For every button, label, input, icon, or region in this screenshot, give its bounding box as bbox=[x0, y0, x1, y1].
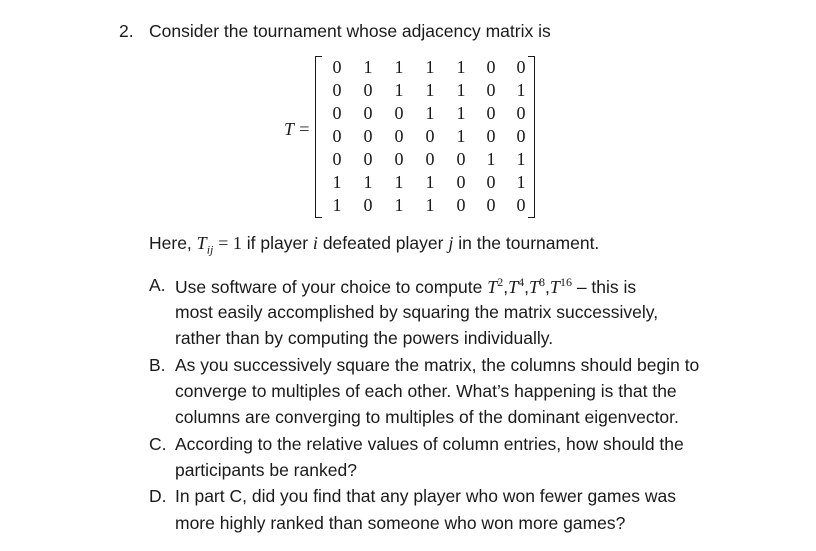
part-a-label: A. bbox=[149, 275, 166, 295]
matrix-cell: 0 bbox=[456, 195, 466, 215]
matrix-cell: 0 bbox=[363, 80, 373, 100]
part-b-label: B. bbox=[149, 355, 166, 375]
matrix-power bbox=[550, 277, 572, 297]
matrix-cell: 1 bbox=[516, 149, 526, 169]
definition-line bbox=[149, 233, 599, 258]
matrix-row bbox=[315, 148, 535, 171]
matrix-cell: 1 bbox=[394, 172, 404, 192]
definition-var-i: i bbox=[312, 233, 318, 253]
matrix-cell: 0 bbox=[394, 103, 404, 123]
part-c-label: C. bbox=[149, 434, 167, 454]
matrix-cell: 0 bbox=[456, 149, 466, 169]
matrix-cell: 0 bbox=[394, 149, 404, 169]
part-a-line-3: rather than by computing the powers individually. bbox=[175, 328, 554, 348]
part-d-line-1: In part C, did you find that any player who won fewer games was bbox=[175, 486, 676, 506]
definition-text-c: in the tournament. bbox=[458, 233, 600, 253]
matrix-row bbox=[315, 56, 535, 79]
matrix-cell: 1 bbox=[486, 149, 496, 169]
matrix-cell: 0 bbox=[425, 149, 435, 169]
matrix-cell: 0 bbox=[363, 195, 373, 215]
matrix-cell: 1 bbox=[425, 172, 435, 192]
matrix-label bbox=[284, 119, 310, 140]
part-a-line-2: most easily accomplished by squaring the matrix successively, bbox=[175, 302, 659, 322]
part-a-line-1-suffix: – this is bbox=[576, 276, 637, 297]
matrix-cell: 1 bbox=[394, 57, 404, 77]
matrix-cell: 1 bbox=[456, 57, 466, 77]
matrix-symbol: T = bbox=[284, 119, 311, 139]
matrix-cell: 0 bbox=[332, 149, 342, 169]
matrix-cell: 1 bbox=[456, 126, 466, 146]
part-c-line-1: According to the relative values of column entries, how should the bbox=[175, 434, 684, 454]
matrix-row bbox=[315, 102, 535, 125]
part-a-line-1-prefix: Use software of your choice to compute bbox=[175, 276, 483, 297]
matrix-cell: 1 bbox=[456, 103, 466, 123]
matrix-power-base: T bbox=[508, 276, 519, 297]
matrix-cell: 0 bbox=[363, 149, 373, 169]
definition-equals: = 1 bbox=[218, 233, 242, 253]
part-d-label: D. bbox=[149, 486, 167, 506]
matrix-row bbox=[315, 194, 535, 217]
matrix-cell: 0 bbox=[516, 57, 526, 77]
matrix-cell: 1 bbox=[332, 172, 342, 192]
power-separator: , bbox=[545, 276, 550, 297]
matrix-row bbox=[315, 79, 535, 102]
matrix-cell: 1 bbox=[516, 172, 526, 192]
matrix-cell: 1 bbox=[456, 80, 466, 100]
matrix-power-base: T bbox=[487, 276, 498, 297]
matrix-power-base: T bbox=[529, 276, 540, 297]
matrix-cell: 0 bbox=[332, 103, 342, 123]
definition-prefix: Here, bbox=[149, 233, 192, 253]
problem-statement: Consider the tournament whose adjacency matrix is bbox=[149, 21, 551, 41]
matrix-cell: 1 bbox=[425, 80, 435, 100]
matrix-cell: 1 bbox=[425, 57, 435, 77]
matrix-power-exponent: 8 bbox=[539, 275, 546, 289]
matrix-power-exponent: 4 bbox=[518, 275, 525, 289]
power-separator: , bbox=[503, 276, 509, 297]
matrix-cell: 0 bbox=[456, 172, 466, 192]
matrix-power-base: T bbox=[549, 276, 560, 297]
matrix-cell: 0 bbox=[486, 172, 496, 192]
matrix-cell: 1 bbox=[516, 80, 526, 100]
power-separator: , bbox=[524, 276, 530, 297]
matrix-cell: 0 bbox=[332, 80, 342, 100]
matrix-row bbox=[315, 171, 535, 194]
matrix-cell: 0 bbox=[486, 103, 496, 123]
matrix-cell: 0 bbox=[516, 126, 526, 146]
matrix-cell: 1 bbox=[363, 57, 373, 77]
matrix-cell: 0 bbox=[363, 103, 373, 123]
matrix-cell: 0 bbox=[394, 126, 404, 146]
matrix-cell: 0 bbox=[363, 126, 373, 146]
matrix-power-exponent: 16 bbox=[559, 275, 572, 289]
matrix-cell: 0 bbox=[425, 126, 435, 146]
part-d-line-2: more highly ranked than someone who won more games? bbox=[175, 513, 626, 533]
matrix-cell: 0 bbox=[486, 126, 496, 146]
part-b-line-1: As you successively square the matrix, the columns should begin to bbox=[175, 355, 700, 375]
definition-text-b: defeated player bbox=[322, 233, 444, 253]
matrix-row bbox=[315, 125, 535, 148]
matrix-cell: 0 bbox=[516, 103, 526, 123]
matrix-power bbox=[487, 277, 503, 297]
part-b-line-3: columns are converging to multiples of the dominant eigenvector. bbox=[175, 407, 679, 427]
adjacency-matrix bbox=[315, 56, 535, 218]
definition-var-j: j bbox=[448, 233, 454, 253]
matrix-cell: 1 bbox=[425, 103, 435, 123]
matrix-cell: 0 bbox=[486, 80, 496, 100]
definition-symbol: T bbox=[196, 233, 207, 253]
matrix-power-exponent: 2 bbox=[497, 275, 504, 289]
matrix-cell: 0 bbox=[332, 57, 342, 77]
problem-number: 2. bbox=[119, 21, 134, 41]
matrix-power bbox=[529, 277, 545, 297]
matrix-cell: 0 bbox=[486, 195, 496, 215]
matrix-cell: 1 bbox=[425, 195, 435, 215]
matrix-power bbox=[508, 277, 524, 297]
matrix-cell: 1 bbox=[332, 195, 342, 215]
definition-text-a: if player bbox=[246, 233, 309, 253]
definition-subscript: ij bbox=[206, 242, 214, 257]
matrix-cell: 1 bbox=[394, 80, 404, 100]
part-b-line-2: converge to multiples of each other. What’s happening is that the bbox=[175, 381, 677, 401]
power-list bbox=[487, 277, 572, 297]
part-c-line-2: participants be ranked? bbox=[175, 460, 357, 480]
matrix-cell: 0 bbox=[332, 126, 342, 146]
matrix-cell: 0 bbox=[486, 57, 496, 77]
matrix-cell: 1 bbox=[394, 195, 404, 215]
matrix-cell: 1 bbox=[363, 172, 373, 192]
part-a-line-1 bbox=[175, 275, 636, 298]
matrix-cell: 0 bbox=[516, 195, 526, 215]
